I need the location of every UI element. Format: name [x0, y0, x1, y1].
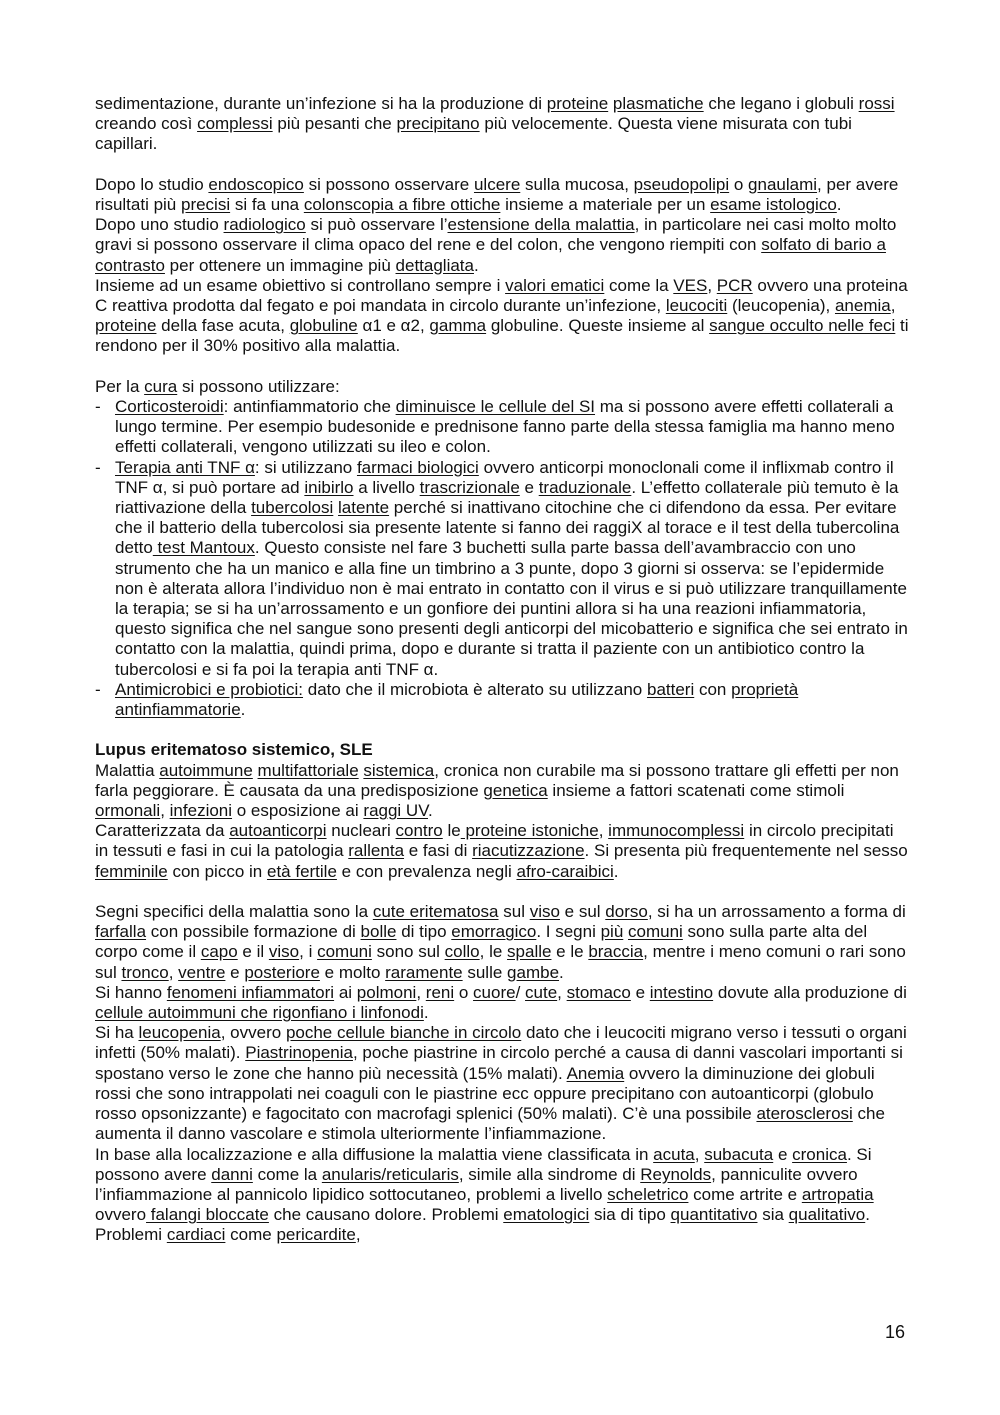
underlined-term: Anemia — [566, 1063, 625, 1083]
underlined-term: test Mantoux — [152, 538, 255, 558]
underlined-term: quantitativo — [670, 1205, 758, 1225]
underlined-term: anularis/reticularis — [321, 1164, 459, 1184]
document-page — [95, 94, 910, 1246]
underlined-term: ematologici — [503, 1205, 590, 1225]
underlined-term: tronco — [121, 962, 169, 982]
underlined-term: rossi — [858, 94, 895, 113]
underlined-term: solfato di bario a contrasto — [95, 235, 886, 275]
underlined-term: gambe — [507, 962, 560, 982]
underlined-term: pericardite — [276, 1225, 356, 1245]
paragraph-cura-intro: Per la cura si possono utilizzare: — [95, 376, 340, 396]
underlined-term: colonscopia a fibre ottiche — [303, 195, 501, 214]
underlined-term: valori ematici — [505, 275, 605, 295]
underlined-term: batteri — [646, 679, 695, 699]
underlined-term: Piastrinopenia — [245, 1043, 353, 1063]
underlined-term: scheletrico — [607, 1184, 689, 1204]
underlined-term: infezioni — [169, 801, 233, 821]
underlined-term: raramente — [385, 962, 463, 982]
bullet-dash: - — [95, 679, 101, 699]
paragraph-lupus-segni: Segni specifici della malattia sono la cute eritematosa sul viso e sul dorso, si ha un arrossamento a forma di farfalla con possibile formazione di bolle di tipo emorragico. I segni più comuni sono sulla parte alta del corpo come il capo e il viso, i comuni sono sul collo, le spalle e le braccia, mentre i meno comuni o rari sono sul tronco, ventre e posteriore e molto raramente sulle gambe. — [95, 902, 906, 982]
underlined-term: emorragico — [451, 922, 537, 942]
underlined-term: bolle — [360, 922, 397, 942]
list-item-text: Corticosteroidi: antinfiammatorio che diminuisce le cellule del SI ma si possono avere effetti collaterali a lungo termine. Per esempio budesonide e prednisone fanno parte della stessa famiglia ma hanno meno effetti collaterali, vengono utilizzati su ileo e colon. — [115, 397, 895, 457]
underlined-term: latente — [338, 498, 390, 518]
underlined-term: esame istologico — [710, 195, 837, 214]
underlined-term: endoscopico — [208, 174, 304, 194]
underlined-term: VES — [673, 275, 708, 295]
underlined-term: posteriore — [244, 962, 320, 982]
underlined-term: cute eritematosa — [372, 902, 499, 922]
paragraph-lupus-autoanticorpi: Caratterizzata da autoanticorpi nucleari contro le proteine istoniche, immunocomplessi in circolo precipitati in tessuti e fasi in cui la patologia rallenta e fasi di riacutizzazione. Si presenta più frequentemente nel sesso femminile con picco in età fertile e con prevalenza negli afro-caraibici. — [95, 821, 908, 881]
bullet-dash: - — [95, 397, 101, 417]
underlined-term: farmaci biologici — [356, 457, 479, 477]
underlined-term: inibirlo — [304, 477, 354, 497]
list-item-text: Terapia anti TNF α: si utilizzano farmaci biologici ovvero anticorpi monoclonali come il inflixmab contro il TNF α, si può portare ad inibirlo a livello trascrizionale e traduzionale. L’effetto collaterale più temuto è la riattivazione della tubercolosi latente perché si inattivano citochine che ci difendono da essa. Per evitare che il batterio della tubercolosi sia presente latente si fanno dei raggiX al torace e il test della tubercolina detto test Mantoux. Questo consiste nel fare 3 buchetti sulla parte bassa dell’avambraccio con uno strumento che ha un manico e alla fine un timbrino a 3 punte, dopo 3 giorni si osserva: se l’epidermide non è alterata allora l’individuo non è mai entrato in contatto con il virus e si può utilizzare tranquillamente la terapia; se si ha un’arrossamento e un gonfiore dei puntini allora si ha una reazioni infiammatoria, questo significa che nel sangue sono presenti degli anticorpi del micobatterio e significa che sei entrato in contatto con la malattia, quindi prima, dopo e durante si tratta il paziente con un antibiotico contro la tubercolosi e si fa poi la terapia anti TNF α. — [115, 457, 908, 679]
underlined-term: ventre — [178, 962, 226, 982]
underlined-term: multifattoriale — [257, 760, 359, 780]
underlined-term: cuore — [473, 982, 516, 1002]
underlined-term: qualitativo — [788, 1205, 866, 1225]
underlined-term: aterosclerosi — [756, 1104, 853, 1124]
underlined-term: autoimmune — [159, 760, 253, 780]
underlined-term: proteine istoniche — [460, 821, 599, 841]
paragraph-gap — [95, 882, 910, 902]
underlined-term: pseudopolipi — [633, 174, 730, 194]
underlined-term: trascrizionale — [419, 477, 520, 497]
underlined-term: cellule autoimmuni che rigonfiano i linfonodi — [95, 1003, 424, 1023]
page-number: 16 — [884, 1322, 905, 1342]
underlined-term: poche cellule bianche in circolo — [285, 1023, 522, 1043]
underlined-term: cute — [525, 982, 558, 1002]
underlined-term: sistemica — [363, 760, 435, 780]
underlined-term: cura — [144, 376, 178, 396]
underlined-term: subacuta — [704, 1144, 774, 1164]
bullet-dash: - — [95, 457, 101, 477]
paragraph-gap — [95, 357, 910, 377]
underlined-term: comuni — [317, 942, 372, 962]
underlined-term: anemia — [834, 296, 891, 316]
underlined-term: età fertile — [266, 861, 337, 881]
underlined-term: acuta — [653, 1144, 695, 1164]
underlined-term: afro-caraibici — [516, 861, 614, 881]
underlined-term: plasmatiche — [612, 94, 704, 113]
section-heading-lupus: Lupus eritematoso sistemico, SLE — [95, 740, 373, 760]
underlined-term: proteine — [95, 316, 157, 336]
underlined-term: proprietà antinfiammatorie — [115, 679, 799, 720]
underlined-term: stomaco — [566, 982, 631, 1002]
underlined-term: ulcere — [473, 174, 521, 194]
paragraph-lupus-intro: Malattia autoimmune multifattoriale sistemica, cronica non curabile ma si possono trattare gli effetti per non farla peggiorare. È causata da una predisposizione genetica insieme a fattori scatenati come stimoli ormonali, infezioni o esposizione ai raggi UV. — [95, 760, 899, 821]
underlined-term: cronica — [792, 1144, 847, 1164]
underlined-term: farfalla — [95, 922, 147, 942]
underlined-term: viso — [529, 902, 560, 922]
underlined-term: comuni — [628, 922, 683, 942]
underlined-term: precipitano — [396, 114, 480, 134]
underlined-term: viso — [268, 942, 300, 962]
paragraph-esame-obiettivo: Insieme ad un esame obiettivo si controllano sempre i valori ematici come la VES, PCR ovvero una proteina C reattiva prodotta dal fegato e poi mandata in circolo durante un’infezione, leucociti (leucopenia), anemia, proteine della fase acuta, globuline α1 e α2, gamma globuline. Queste insieme al sangue occulto nelle feci ti rendono per il 30% positivo alla malattia. — [95, 275, 909, 356]
underlined-term: Antimicrobici e probiotici: — [115, 679, 304, 699]
underlined-term: femminile — [95, 861, 168, 881]
underlined-term: fenomeni infiammatori — [166, 982, 335, 1002]
underlined-term: complessi — [197, 114, 273, 134]
underlined-term: artropatia — [801, 1184, 874, 1204]
underlined-term: traduzionale — [538, 477, 632, 497]
underlined-term: Terapia anti TNF α — [115, 457, 255, 477]
underlined-term: radiologico — [223, 215, 306, 235]
underlined-term: danni — [211, 1164, 253, 1184]
underlined-term: leucociti — [665, 296, 728, 316]
underlined-term: cardiaci — [166, 1225, 226, 1245]
underlined-term: immunocomplessi — [608, 821, 745, 841]
underlined-term: capo — [200, 942, 238, 962]
underlined-term: diminuisce le cellule del SI — [395, 397, 596, 417]
paragraph-endoscopico: Dopo lo studio endoscopico si possono osservare ulcere sulla mucosa, pseudopolipi o gnaulami, per avere risultati più precisi si fa una colonscopia a fibre ottiche insieme a materiale per un esame istologico. — [95, 174, 899, 214]
paragraph-lupus-ematologia: Si ha leucopenia, ovvero poche cellule bianche in circolo dato che i leucociti migrano verso i tessuti o organi infetti (50% malati). Piastrinopenia, poche piastrine in circolo perché a causa di danni vascolari importanti si spostano verso le zone che hanno più necessità (15% malati). Anemia ovvero la diminuzione dei globuli rossi che sono intrappolati nei coaguli con le piastrine ecc oppure precipitano con autoanticorpi (globulo rosso opsonizzante) e fagocitato con macrofagi splenici (50% malati). C’è una possibile aterosclerosi che aumenta il danno vascolare e stimola ulteriormente l’infiammazione. — [95, 1023, 907, 1144]
underlined-term: reni — [425, 982, 455, 1002]
underlined-term: tubercolosi — [251, 498, 334, 518]
paragraph-gap — [95, 155, 910, 175]
list-item-corticosteroidi — [95, 397, 910, 458]
list-item-text: Antimicrobici e probiotici: dato che il microbiota è alterato su utilizzano batteri con proprietà antinfiammatorie. — [115, 679, 799, 720]
underlined-term: gnaulami — [748, 174, 818, 194]
cura-list — [95, 397, 910, 720]
paragraph-gap — [95, 720, 910, 740]
underlined-term: contro — [395, 821, 443, 841]
underlined-term: intestino — [649, 982, 714, 1002]
underlined-term: raggi UV — [363, 801, 428, 821]
paragraph-sedimentazione: sedimentazione, durante un’infezione si ha la produzione di proteine plasmatiche che legano i globuli rossi creando così complessi più pesanti che precipitano più velocemente. Questa viene misurata con tubi capillari. — [95, 94, 895, 154]
paragraph-lupus-fenomeni: Si hanno fenomeni infiammatori ai polmoni, reni o cuore/ cute, stomaco e intestino dovute alla produzione di cellule autoimmuni che rigonfiano i linfonodi. — [95, 982, 907, 1023]
underlined-term: ormonali — [95, 801, 161, 821]
underlined-term: precisi — [180, 195, 231, 214]
underlined-term: gamma — [429, 316, 487, 336]
underlined-term: riacutizzazione — [472, 841, 585, 861]
underlined-term: spalle — [507, 942, 552, 962]
underlined-term: Corticosteroidi — [115, 397, 224, 417]
underlined-term: leucopenia — [138, 1023, 221, 1043]
underlined-term: globuline — [289, 316, 358, 336]
underlined-term: PCR — [716, 275, 753, 295]
underlined-term: genetica — [483, 780, 548, 800]
underlined-term: collo — [444, 942, 480, 962]
list-item-antimicrobici — [95, 680, 910, 720]
underlined-term: braccia — [588, 942, 644, 962]
underlined-term: dettagliata — [395, 255, 474, 275]
underlined-term: più — [600, 922, 624, 942]
underlined-term: proteine — [546, 94, 609, 113]
list-item-terapia-anti-tnf — [95, 458, 910, 680]
underlined-term: sangue occulto nelle feci — [709, 316, 896, 336]
underlined-term: rallenta — [348, 841, 405, 861]
paragraph-lupus-classificazione: In base alla localizzazione e alla diffusione la malattia viene classificata in acuta, subacuta e cronica. Si possono avere danni come la anularis/reticularis, simile alla sindrome di Reynolds, panniculite ovvero l’infiammazione al pannicolo lipidico sottocutaneo, problemi a livello scheletrico come artrite e artropatia ovvero falangi bloccate che causano dolore. Problemi ematologici sia di tipo quantitativo sia qualitativo. Problemi cardiaci come pericardite, — [95, 1144, 874, 1245]
underlined-term: polmoni — [356, 982, 417, 1002]
underlined-term: autoanticorpi — [229, 821, 327, 841]
underlined-term: estensione della malattia — [447, 215, 635, 235]
underlined-term: Reynolds — [640, 1164, 712, 1184]
underlined-term: falangi bloccate — [146, 1205, 269, 1225]
paragraph-radiologico: Dopo uno studio radiologico si può osservare l’estensione della malattia, in particolare nei casi molto molto gravi si possono osservare il clima opaco del rene e del colon, che vengono riempiti con solfato di bario a contrasto per ottenere un immagine più dettagliata. — [95, 215, 897, 275]
underlined-term: dorso — [605, 902, 648, 922]
